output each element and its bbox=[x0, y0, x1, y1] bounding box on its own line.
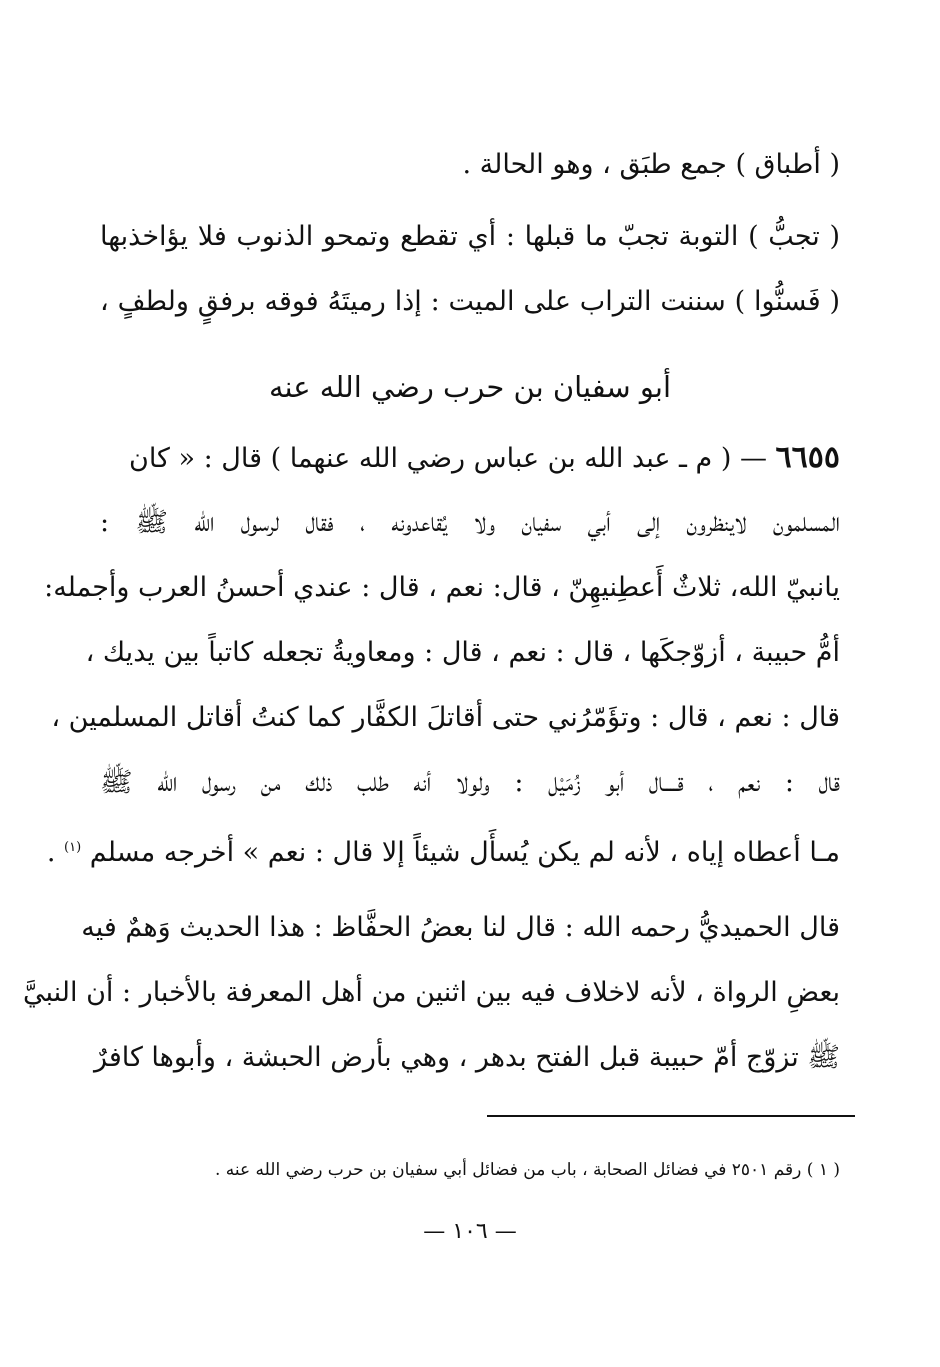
hadith-line-4: قال : نعم ، قال : وتؤَمّرُني حتى أقاتلَ الكفَّار كما كنتُ أقاتل المسلمين ، bbox=[51, 702, 840, 733]
hadith-line-2: يانبيّ الله، ثلاثٌ أَعطِنيهِنّ ، قال: نعم ، قال : عندي أحسنُ العرب وأجمله: bbox=[44, 572, 840, 603]
page-number: — ١٠٦ — bbox=[423, 1219, 517, 1244]
hadith-header bbox=[100, 428, 840, 488]
commentary-line-1: قال الحميديُّ رحمه الله : قال لنا بعضُ الحفَّاظ : هذا الحديث وَهمٌ فيه bbox=[81, 912, 840, 943]
footnote-separator bbox=[487, 1115, 855, 1117]
glossary-line-1: ( أطباق ) جمع طبَق ، وهو الحالة . bbox=[462, 149, 840, 180]
hadith-number: ٦٦٥٥ bbox=[775, 440, 840, 475]
footnote-marker: (١) bbox=[64, 840, 82, 855]
hadith-line-6 bbox=[46, 818, 840, 878]
hadith-last-text: مـا أعطاه إياه ، لأنه لم يكن يُسأَل شيئاً إلا قال : نعم » أخرجه مسلم bbox=[89, 837, 840, 868]
hadith-line-5: قال : نعم ، قــــال أبو زُمَيْل : ولولا أنه طلب ذلك من رسول الله ﷺ bbox=[100, 767, 840, 798]
hadith-line-1: المسلمون لاينظرون إلى أبي سفيان ولا يُقاعدونه ، فقال لرسول الله ﷺ : bbox=[100, 507, 840, 538]
hadith-opening: — ( م ـ عبد الله بن عباس رضي الله عنهما ) قال : « كان bbox=[129, 443, 767, 474]
glossary-line-2: ( تجبُّ ) التوبة تجبّ ما قبلها : أي تقطع وتمحو الذنوب فلا يؤاخذبها bbox=[100, 221, 840, 252]
glossary-line-3: ( فَسنُّوا ) سننت التراب على الميت : إذا رميتَهُ فوقه برفقٍ ولطفٍ ، bbox=[100, 286, 840, 317]
section-title: أبو سفيان بن حرب رضي الله عنه bbox=[268, 370, 672, 404]
commentary-line-2: بعضِ الرواة ، لأنه لاخلاف فيه بين اثنين من أهل المعرفة بالأخبار : أن النبيَّ bbox=[22, 977, 840, 1008]
commentary-line-3: ﷺ تزوّج أمّ حبيبة قبل الفتح بدهر ، وهي بأرض الحبشة ، وأبوها كافرٌ bbox=[93, 1042, 840, 1073]
hadith-closing: . bbox=[46, 837, 56, 868]
footnote: ( ١ ) رقم ٢٥٠١ في فضائل الصحابة ، باب من فضائل أبي سفيان بن حرب رضي الله عنه . bbox=[214, 1160, 840, 1180]
hadith-line-3: أمُّ حبيبة ، أزوّجكَها ، قال : نعم ، قال : ومعاويةُ تجعله كاتباً بين يديك ، bbox=[85, 637, 840, 668]
